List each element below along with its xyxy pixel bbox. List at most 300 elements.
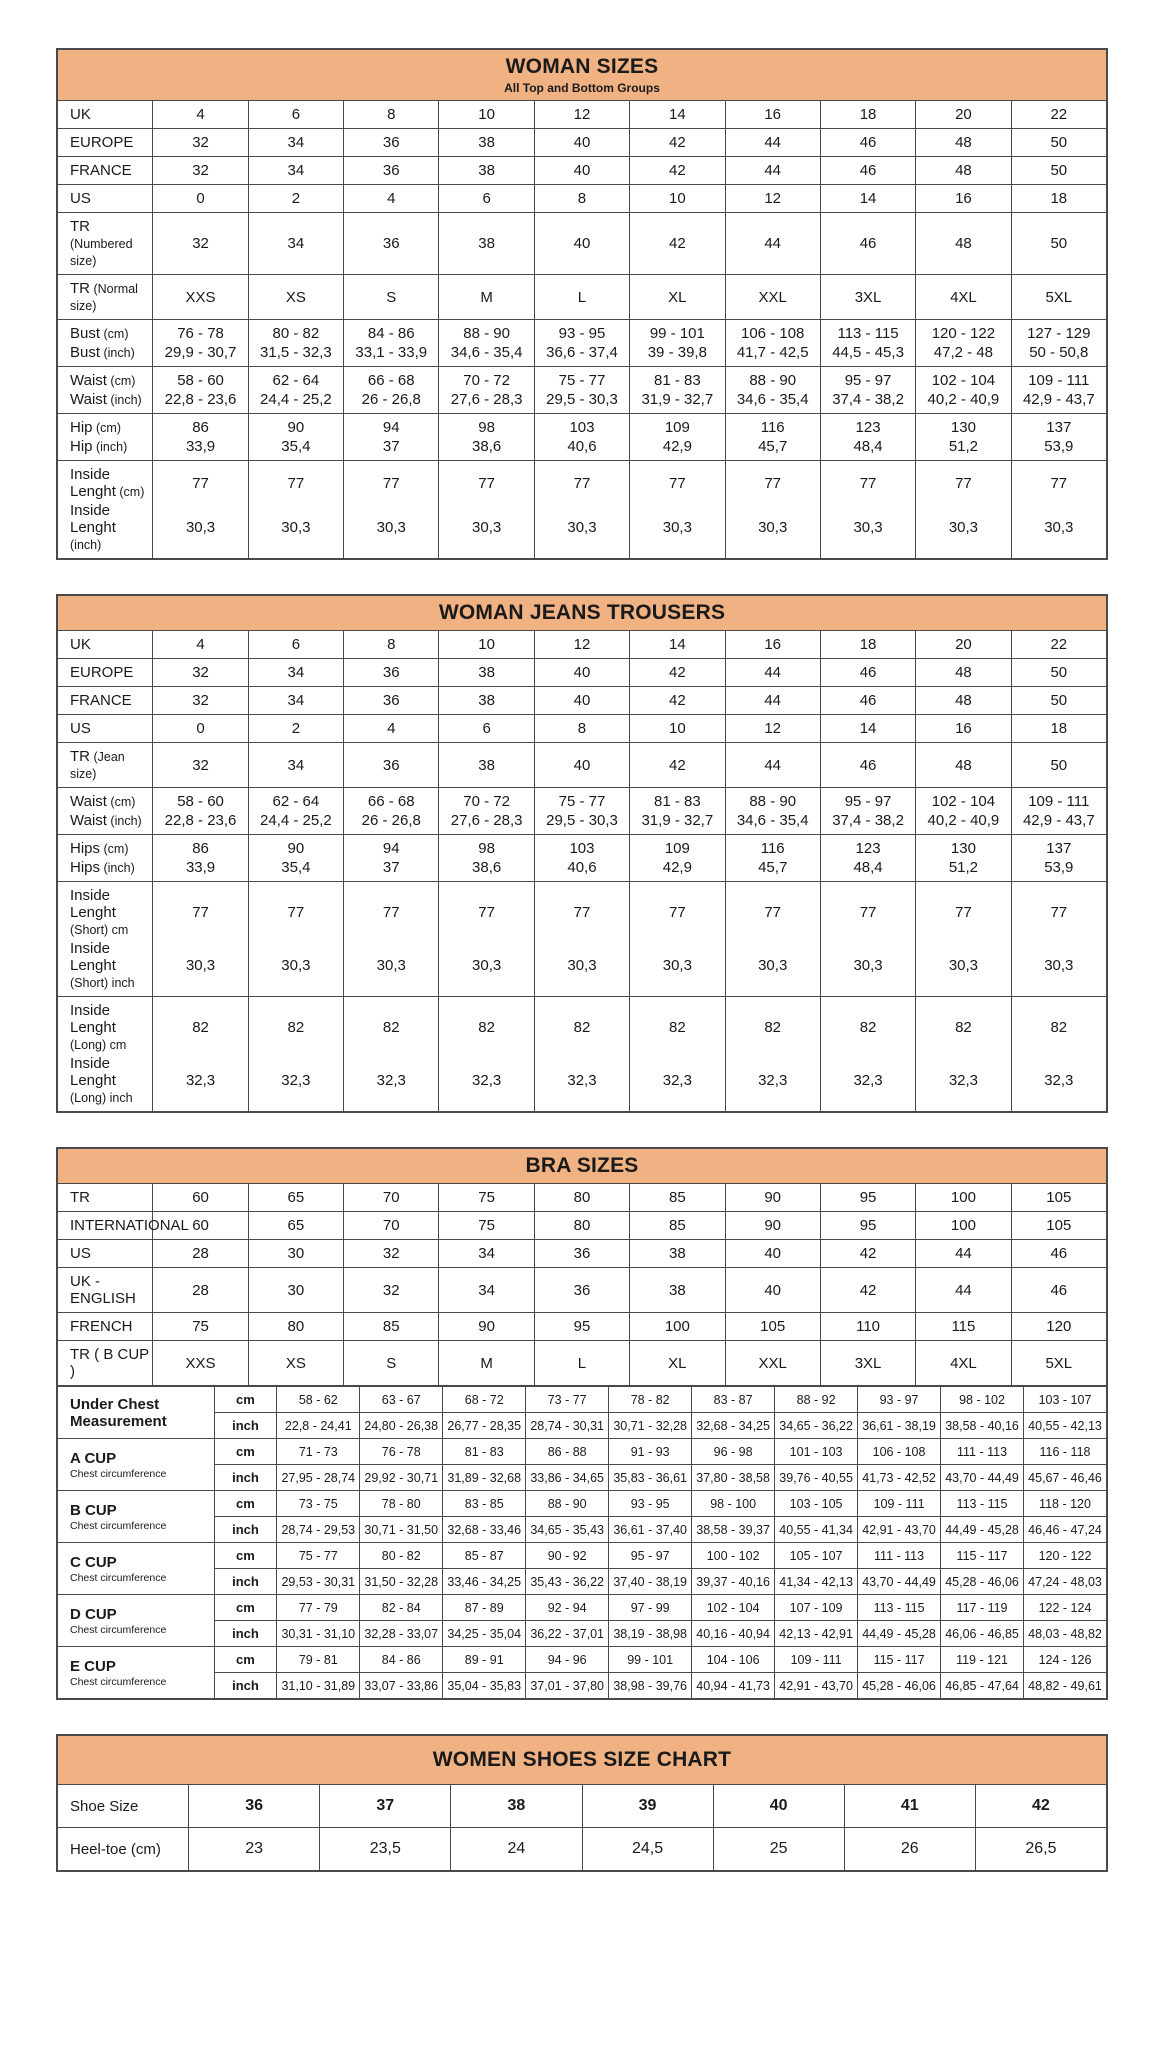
table-cell: 84 - 86 xyxy=(360,1647,443,1673)
table-cell: 109 - 111 xyxy=(1011,788,1106,812)
table-cell: 120 xyxy=(1011,1313,1106,1341)
table-cell: 32,3 xyxy=(916,1054,1011,1112)
table-cell: 75 - 77 xyxy=(277,1543,360,1569)
table-cell: 32,3 xyxy=(534,1054,629,1112)
table-cell: 42 xyxy=(630,129,725,157)
table-cell: 46,06 - 46,85 xyxy=(941,1621,1024,1647)
women-shoes-table xyxy=(57,1735,1107,1871)
table-cell: 31,5 - 32,3 xyxy=(248,343,343,367)
table-cell: 45,67 - 46,46 xyxy=(1024,1465,1107,1491)
table-row xyxy=(58,1517,1107,1543)
table-cell: XL xyxy=(630,1341,725,1386)
table-row xyxy=(58,997,1107,1055)
table-cell: 50 xyxy=(1011,213,1106,275)
table-cell: 111 - 113 xyxy=(858,1543,941,1569)
row-label: US xyxy=(58,185,153,213)
table-cell: 65 xyxy=(248,1212,343,1240)
table-row xyxy=(58,367,1107,391)
table-cell: 98 - 102 xyxy=(941,1387,1024,1413)
chart-title-cell xyxy=(58,50,1107,101)
table-cell: 88 - 90 xyxy=(725,367,820,391)
table-cell: 48 xyxy=(916,743,1011,788)
table-cell: 46,85 - 47,64 xyxy=(941,1673,1024,1699)
table-cell: 47,24 - 48,03 xyxy=(1024,1569,1107,1595)
row-label: Hips (inch) xyxy=(58,858,153,882)
table-cell: 40 xyxy=(534,157,629,185)
table-cell: 38,6 xyxy=(439,858,534,882)
table-cell: 42 xyxy=(630,157,725,185)
table-cell: 45,28 - 46,06 xyxy=(941,1569,1024,1595)
table-cell: 44,5 - 45,3 xyxy=(820,343,915,367)
table-cell: 86 - 88 xyxy=(526,1439,609,1465)
table-cell: 44 xyxy=(725,687,820,715)
table-cell: 53,9 xyxy=(1011,437,1106,461)
table-cell: 45,28 - 46,06 xyxy=(858,1673,941,1699)
table-cell: 81 - 83 xyxy=(630,788,725,812)
table-cell: 44 xyxy=(916,1240,1011,1268)
row-label-note: Chest circumference xyxy=(70,1675,167,1688)
table-cell: 48,4 xyxy=(820,858,915,882)
unit-cell: cm xyxy=(214,1491,277,1517)
table-cell: 26 - 26,8 xyxy=(344,390,439,414)
chart-woman-sizes xyxy=(56,48,1108,560)
chart-title-cell xyxy=(58,596,1107,631)
table-cell: 27,6 - 28,3 xyxy=(439,811,534,835)
table-cell: 35,83 - 36,61 xyxy=(609,1465,692,1491)
table-cell: 40,55 - 42,13 xyxy=(1024,1413,1107,1439)
row-label-unit: (Long) inch xyxy=(70,1091,133,1105)
table-cell: 36,61 - 38,19 xyxy=(858,1413,941,1439)
table-cell: 86 xyxy=(153,414,248,438)
table-cell: 38,98 - 39,76 xyxy=(609,1673,692,1699)
row-label: Waist (inch) xyxy=(58,390,153,414)
table-cell: 28 xyxy=(153,1240,248,1268)
table-row xyxy=(58,858,1107,882)
table-cell: 77 xyxy=(916,882,1011,940)
table-cell: 77 xyxy=(820,461,915,502)
row-label: Hip (cm) xyxy=(58,414,153,438)
chart-title: WOMEN SHOES SIZE CHART xyxy=(432,1748,732,1771)
table-cell: 37,80 - 38,58 xyxy=(692,1465,775,1491)
table-cell: 123 xyxy=(820,835,915,859)
table-row xyxy=(58,835,1107,859)
table-cell: 30,3 xyxy=(725,939,820,997)
row-label-unit: (cm) xyxy=(100,842,129,856)
table-cell: 42,9 - 43,7 xyxy=(1011,390,1106,414)
table-cell: 37 xyxy=(344,437,439,461)
table-cell: 76 - 78 xyxy=(360,1439,443,1465)
table-cell: 42,91 - 43,70 xyxy=(858,1517,941,1543)
table-cell: 103 - 107 xyxy=(1024,1387,1107,1413)
table-cell: 81 - 83 xyxy=(630,367,725,391)
table-cell: 73 - 77 xyxy=(526,1387,609,1413)
table-row xyxy=(58,1647,1107,1673)
table-cell: 30,3 xyxy=(630,939,725,997)
table-cell: 77 xyxy=(916,461,1011,502)
table-cell: 48,03 - 48,82 xyxy=(1024,1621,1107,1647)
table-cell: 66 - 68 xyxy=(344,367,439,391)
table-cell: 16 xyxy=(725,631,820,659)
table-cell: 29,9 - 30,7 xyxy=(153,343,248,367)
table-cell: 89 - 91 xyxy=(443,1647,526,1673)
row-label-unit: (inch) xyxy=(100,861,135,875)
table-cell: 77 xyxy=(534,882,629,940)
table-cell: 32 xyxy=(153,129,248,157)
table-row xyxy=(58,1240,1107,1268)
chart-title-cell xyxy=(58,1736,1107,1785)
table-cell: 4 xyxy=(153,631,248,659)
table-cell: 62 - 64 xyxy=(248,788,343,812)
table-cell: 45,7 xyxy=(725,437,820,461)
row-label-unit: (cm) xyxy=(92,421,121,435)
table-cell: 32,3 xyxy=(439,1054,534,1112)
table-cell: 32 xyxy=(153,687,248,715)
table-cell: 103 - 105 xyxy=(775,1491,858,1517)
table-cell: 28 xyxy=(153,1268,248,1313)
row-label-unit: (inch) xyxy=(100,346,135,360)
table-cell: 36 xyxy=(344,687,439,715)
table-cell: 41 xyxy=(844,1785,975,1828)
table-cell: 77 xyxy=(248,882,343,940)
table-cell: XS xyxy=(248,275,343,320)
table-cell: 4XL xyxy=(916,1341,1011,1386)
table-row xyxy=(58,1184,1107,1212)
table-cell: 109 - 111 xyxy=(1011,367,1106,391)
table-cell: XXL xyxy=(725,1341,820,1386)
table-cell: 39,76 - 40,55 xyxy=(775,1465,858,1491)
table-cell: 127 - 129 xyxy=(1011,320,1106,344)
table-cell: 28,74 - 29,53 xyxy=(277,1517,360,1543)
table-row xyxy=(58,1621,1107,1647)
table-cell: 16 xyxy=(916,185,1011,213)
table-cell: 123 xyxy=(820,414,915,438)
table-cell: 20 xyxy=(916,101,1011,129)
table-cell: 113 - 115 xyxy=(820,320,915,344)
table-cell: 40,16 - 40,94 xyxy=(692,1621,775,1647)
table-cell: 75 xyxy=(439,1184,534,1212)
table-cell: 35,4 xyxy=(248,858,343,882)
row-label: INTERNATIONAL xyxy=(58,1212,153,1240)
table-cell: 85 xyxy=(344,1313,439,1341)
table-cell: 46 xyxy=(820,157,915,185)
table-cell: 22,8 - 23,6 xyxy=(153,390,248,414)
table-cell: 40 xyxy=(534,213,629,275)
table-cell: 38 xyxy=(439,213,534,275)
table-cell: 100 - 102 xyxy=(692,1543,775,1569)
table-cell: 90 xyxy=(725,1184,820,1212)
table-cell: M xyxy=(439,1341,534,1386)
table-cell: 73 - 75 xyxy=(277,1491,360,1517)
table-cell: 18 xyxy=(1011,715,1106,743)
table-cell: 30,31 - 31,10 xyxy=(277,1621,360,1647)
row-label-unit: (Jean size) xyxy=(70,750,125,781)
table-row xyxy=(58,788,1107,812)
unit-cell: inch xyxy=(214,1621,277,1647)
table-cell: 29,5 - 30,3 xyxy=(534,390,629,414)
table-cell: 42 xyxy=(630,659,725,687)
table-cell: 106 - 108 xyxy=(725,320,820,344)
table-row xyxy=(58,437,1107,461)
table-cell: 106 - 108 xyxy=(858,1439,941,1465)
table-row xyxy=(58,1673,1107,1699)
table-cell: 34 xyxy=(248,213,343,275)
table-row xyxy=(58,185,1107,213)
table-cell: 27,6 - 28,3 xyxy=(439,390,534,414)
unit-cell: inch xyxy=(214,1569,277,1595)
table-cell: 28,74 - 30,31 xyxy=(526,1413,609,1439)
table-cell: 6 xyxy=(248,631,343,659)
table-cell: XXL xyxy=(725,275,820,320)
table-cell: XXS xyxy=(153,1341,248,1386)
table-cell: 34 xyxy=(248,743,343,788)
row-label-unit: (cm) xyxy=(115,485,145,499)
table-cell: 37,40 - 38,19 xyxy=(609,1569,692,1595)
row-label-unit: (inch) xyxy=(106,814,142,828)
table-cell: 38 xyxy=(439,743,534,788)
table-cell: 42,9 - 43,7 xyxy=(1011,811,1106,835)
unit-cell: inch xyxy=(214,1517,277,1543)
table-cell: 12 xyxy=(725,185,820,213)
row-label: Inside Lenght (inch) xyxy=(58,501,153,559)
row-label: US xyxy=(58,1240,153,1268)
table-cell: 46 xyxy=(820,659,915,687)
table-row xyxy=(58,275,1107,320)
table-cell: 30,71 - 31,50 xyxy=(360,1517,443,1543)
table-cell: 16 xyxy=(916,715,1011,743)
table-cell: 50 xyxy=(1011,743,1106,788)
table-cell: 10 xyxy=(439,101,534,129)
table-cell: 30,3 xyxy=(439,501,534,559)
table-cell: 94 xyxy=(344,414,439,438)
table-cell: 48,82 - 49,61 xyxy=(1024,1673,1107,1699)
table-cell: 46 xyxy=(820,743,915,788)
table-cell: 34,65 - 35,43 xyxy=(526,1517,609,1543)
table-cell: 38 xyxy=(439,129,534,157)
table-cell: 58 - 60 xyxy=(153,367,248,391)
table-cell: 75 - 77 xyxy=(534,788,629,812)
table-cell: 34 xyxy=(439,1268,534,1313)
table-cell: 116 xyxy=(725,414,820,438)
chart-bra-sizes xyxy=(56,1147,1108,1700)
table-row xyxy=(58,213,1107,275)
row-label: TR (Numbered size) xyxy=(58,213,153,275)
table-row xyxy=(58,1212,1107,1240)
bra-measurement-table xyxy=(57,1386,1107,1699)
table-cell: 77 xyxy=(630,461,725,502)
table-cell: 2 xyxy=(248,715,343,743)
table-cell: 85 - 87 xyxy=(443,1543,526,1569)
row-label-unit: (cm) xyxy=(106,795,136,809)
table-cell: 86 xyxy=(153,835,248,859)
table-cell: 32,3 xyxy=(820,1054,915,1112)
table-cell: 23 xyxy=(189,1828,320,1871)
table-cell: 30,3 xyxy=(1011,501,1106,559)
table-row xyxy=(58,101,1107,129)
row-label: FRANCE xyxy=(58,157,153,185)
row-label-unit: (cm) xyxy=(106,374,136,388)
table-cell: 40 xyxy=(534,659,629,687)
table-cell: 40,2 - 40,9 xyxy=(916,811,1011,835)
table-cell: 38 xyxy=(439,687,534,715)
table-cell: 120 - 122 xyxy=(1024,1543,1107,1569)
table-cell: 44 xyxy=(725,129,820,157)
table-cell: S xyxy=(344,1341,439,1386)
table-cell: 8 xyxy=(534,185,629,213)
unit-cell: cm xyxy=(214,1595,277,1621)
table-cell: 20 xyxy=(916,631,1011,659)
table-cell: 37,4 - 38,2 xyxy=(820,811,915,835)
table-cell: 16 xyxy=(725,101,820,129)
table-cell: 53,9 xyxy=(1011,858,1106,882)
table-cell: 41,7 - 42,5 xyxy=(725,343,820,367)
row-label: Waist (cm) xyxy=(58,788,153,812)
row-label: C CUP Chest circumference xyxy=(58,1543,215,1595)
table-cell: 80 xyxy=(248,1313,343,1341)
table-cell: 41,73 - 42,52 xyxy=(858,1465,941,1491)
table-row xyxy=(58,715,1107,743)
row-label-note: Chest circumference xyxy=(70,1623,167,1636)
table-cell: 30,3 xyxy=(534,501,629,559)
row-label: Under Chest Measurement xyxy=(58,1387,215,1439)
table-cell: 94 xyxy=(344,835,439,859)
table-cell: 98 - 100 xyxy=(692,1491,775,1517)
table-cell: 38 xyxy=(630,1268,725,1313)
row-label: Bust (inch) xyxy=(58,343,153,367)
table-cell: 30,3 xyxy=(1011,939,1106,997)
table-cell: 32,3 xyxy=(725,1054,820,1112)
table-cell: 48 xyxy=(916,213,1011,275)
row-label: FRENCH xyxy=(58,1313,153,1341)
chart-women-shoes xyxy=(56,1734,1108,1872)
table-row xyxy=(58,687,1107,715)
row-label: Inside Lenght (Short) cm xyxy=(58,882,153,940)
table-cell: 26,5 xyxy=(975,1828,1106,1871)
row-label-unit: (inch) xyxy=(92,440,128,454)
table-cell: 105 xyxy=(725,1313,820,1341)
table-cell: 99 - 101 xyxy=(609,1647,692,1673)
row-label: TR (Jean size) xyxy=(58,743,153,788)
table-cell: 46 xyxy=(820,129,915,157)
table-cell: 82 xyxy=(725,997,820,1055)
table-cell: 45,7 xyxy=(725,858,820,882)
table-cell: 62 - 64 xyxy=(248,367,343,391)
table-cell: 2 xyxy=(248,185,343,213)
table-cell: 82 xyxy=(153,997,248,1055)
row-label-note: Chest circumference xyxy=(70,1519,167,1532)
table-cell: 44,49 - 45,28 xyxy=(858,1621,941,1647)
table-row xyxy=(58,1313,1107,1341)
table-cell: 32 xyxy=(153,659,248,687)
table-cell: 98 xyxy=(439,835,534,859)
table-cell: 50 xyxy=(1011,129,1106,157)
table-cell: 50 xyxy=(1011,157,1106,185)
table-cell: 42 xyxy=(630,213,725,275)
row-label: Bust (cm) xyxy=(58,320,153,344)
table-row xyxy=(58,390,1107,414)
table-cell: 30,3 xyxy=(916,501,1011,559)
table-cell: 30,3 xyxy=(248,501,343,559)
table-cell: 77 - 79 xyxy=(277,1595,360,1621)
table-cell: 46,46 - 47,24 xyxy=(1024,1517,1107,1543)
table-cell: 85 xyxy=(630,1212,725,1240)
table-cell: 35,4 xyxy=(248,437,343,461)
table-cell: 38,6 xyxy=(439,437,534,461)
table-row xyxy=(58,343,1107,367)
table-cell: 24,5 xyxy=(582,1828,713,1871)
table-cell: 36 xyxy=(344,743,439,788)
table-cell: 99 - 101 xyxy=(630,320,725,344)
table-cell: 100 xyxy=(630,1313,725,1341)
table-cell: 36,61 - 37,40 xyxy=(609,1517,692,1543)
table-cell: 77 xyxy=(439,882,534,940)
table-cell: 35,43 - 36,22 xyxy=(526,1569,609,1595)
table-cell: 77 xyxy=(725,882,820,940)
table-cell: 115 xyxy=(916,1313,1011,1341)
table-cell: 36 xyxy=(344,157,439,185)
row-label: A CUP Chest circumference xyxy=(58,1439,215,1491)
row-label-unit: (Normal size) xyxy=(70,282,138,313)
table-cell: 95 xyxy=(820,1184,915,1212)
table-cell: 23,5 xyxy=(320,1828,451,1871)
table-cell: 58 - 62 xyxy=(277,1387,360,1413)
table-cell: 14 xyxy=(630,631,725,659)
table-cell: 44,49 - 45,28 xyxy=(941,1517,1024,1543)
table-cell: 77 xyxy=(630,882,725,940)
table-cell: 95 - 97 xyxy=(820,788,915,812)
table-row xyxy=(58,1785,1107,1828)
table-cell: 46 xyxy=(1011,1240,1106,1268)
row-label: Hips (cm) xyxy=(58,835,153,859)
table-cell: 109 xyxy=(630,835,725,859)
table-cell: 63 - 67 xyxy=(360,1387,443,1413)
table-cell: 109 - 111 xyxy=(775,1647,858,1673)
table-cell: 6 xyxy=(439,185,534,213)
table-cell: 35,04 - 35,83 xyxy=(443,1673,526,1699)
table-cell: 40 xyxy=(725,1240,820,1268)
table-cell: XS xyxy=(248,1341,343,1386)
table-cell: 44 xyxy=(725,743,820,788)
row-label-unit: (Short) inch xyxy=(70,976,135,990)
table-cell: 37 xyxy=(344,858,439,882)
table-cell: 30,3 xyxy=(344,501,439,559)
table-cell: 4 xyxy=(344,185,439,213)
table-cell: 41,34 - 42,13 xyxy=(775,1569,858,1595)
table-cell: 40,2 - 40,9 xyxy=(916,390,1011,414)
table-cell: 100 xyxy=(916,1212,1011,1240)
row-label: Inside Lenght (Short) inch xyxy=(58,939,153,997)
table-cell: 3XL xyxy=(820,275,915,320)
table-cell: 6 xyxy=(439,715,534,743)
table-cell: 25 xyxy=(713,1828,844,1871)
table-cell: 40,6 xyxy=(534,858,629,882)
table-cell: 95 xyxy=(534,1313,629,1341)
row-label: Heel-toe (cm) xyxy=(58,1828,189,1871)
table-cell: 32 xyxy=(153,213,248,275)
table-cell: 98 xyxy=(439,414,534,438)
table-cell: 47,2 - 48 xyxy=(916,343,1011,367)
table-cell: 84 - 86 xyxy=(344,320,439,344)
table-cell: 32,28 - 33,07 xyxy=(360,1621,443,1647)
table-row xyxy=(58,1543,1107,1569)
table-cell: 26 xyxy=(844,1828,975,1871)
table-cell: 115 - 117 xyxy=(941,1543,1024,1569)
table-cell: 30,3 xyxy=(153,501,248,559)
table-cell: 48,4 xyxy=(820,437,915,461)
table-cell: 95 - 97 xyxy=(820,367,915,391)
table-cell: 82 xyxy=(630,997,725,1055)
table-cell: 30,71 - 32,28 xyxy=(609,1413,692,1439)
table-cell: 43,70 - 44,49 xyxy=(858,1569,941,1595)
